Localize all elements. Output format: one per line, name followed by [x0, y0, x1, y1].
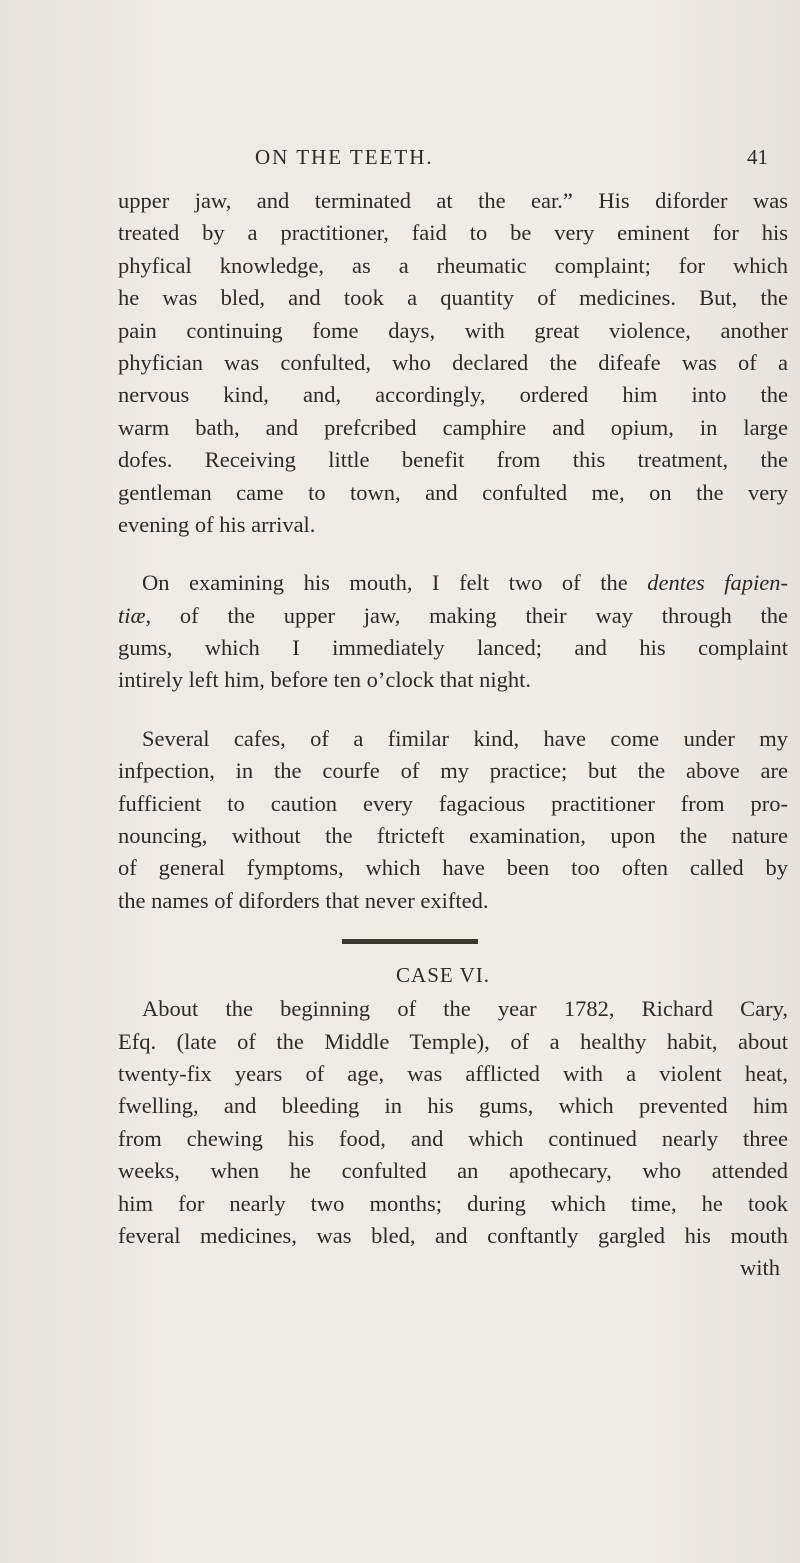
- text-line: weeks, when he confulted an apothecary, who attended: [118, 1158, 788, 1184]
- catchword: with: [739, 1255, 780, 1281]
- text-line: nouncing, without the ftricteft examination, upon the nature: [118, 823, 788, 849]
- paragraph-1: [118, 185, 788, 541]
- text-line: pain continuing fome days, with great violence, another: [118, 317, 788, 343]
- text-line: Several cafes, of a fimilar kind, have come under my: [142, 725, 788, 751]
- text-line: phyfical knowledge, as a rheumatic complaint; for which: [118, 252, 788, 278]
- text-line: warm bath, and prefcribed camphire and opium, in large: [118, 414, 788, 440]
- text-line: fufficient to caution every fagacious practitioner from pro-: [118, 790, 788, 816]
- text-line: upper jaw, and terminated at the ear.” His diforder was: [118, 188, 788, 213]
- section-divider: [118, 917, 788, 957]
- page-number: 41: [747, 145, 768, 169]
- case-heading: CASE VI.: [396, 963, 490, 988]
- text-line: him for nearly two months; during which time, he took: [118, 1190, 788, 1216]
- text-line: feveral medicines, was bled, and conftantly gargled his mouth: [118, 1222, 788, 1248]
- text-line: he was bled, and took a quantity of medicines. But, the: [118, 285, 788, 311]
- text-line: from chewing his food, and which continued nearly three: [118, 1125, 788, 1151]
- paragraph-2: [118, 567, 788, 697]
- text-line: gums, which I immediately lanced; and his complaint: [118, 635, 788, 661]
- text-line: tiæ, of the upper jaw, making their way through the: [118, 602, 788, 628]
- text-line: fwelling, and bleeding in his gums, which prevented him: [118, 1093, 788, 1119]
- text-line: phyfician was confulted, who declared the difeafe was of a: [118, 349, 788, 375]
- page-body: [118, 185, 788, 1285]
- text-line: On examining his mouth, I felt two of the dentes fapien-: [142, 570, 788, 596]
- text-line: gentleman came to town, and confulted me, on the very: [118, 479, 788, 505]
- text-line: infpection, in the courfe of my practice; but the above are: [118, 758, 788, 784]
- text-line: twenty-fix years of age, was afflicted with a violent heat,: [118, 1060, 788, 1086]
- divider-rule: [342, 939, 478, 944]
- text-line: Efq. (late of the Middle Temple), of a healthy habit, about: [118, 1028, 788, 1054]
- paragraph-3: [118, 723, 788, 917]
- text-line: treated by a practitioner, faid to be very eminent for his: [118, 220, 788, 246]
- text-line: evening of his arrival.: [118, 511, 316, 537]
- text-line: About the beginning of the year 1782, Richard Cary,: [142, 996, 788, 1022]
- text-line: the names of diforders that never exifted.: [118, 887, 489, 913]
- running-title: ON THE TEETH.: [255, 145, 434, 169]
- text-line: intirely left him, before ten o’clock that night.: [118, 667, 531, 693]
- text-line: nervous kind, and, accordingly, ordered him into the: [118, 382, 788, 408]
- text-line: of general fymptoms, which have been too often called by: [118, 855, 788, 881]
- case-paragraph: [118, 993, 788, 1252]
- text-line: dofes. Receiving little benefit from this treatment, the: [118, 447, 788, 473]
